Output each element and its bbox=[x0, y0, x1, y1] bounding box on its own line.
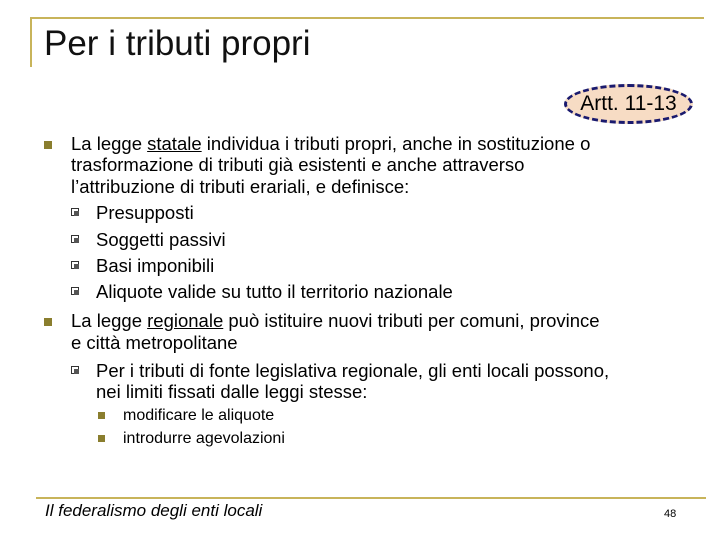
articles-badge bbox=[564, 84, 693, 124]
title-frame-top-border bbox=[30, 17, 704, 19]
articles-badge-label: Artt. 11-13 bbox=[580, 92, 677, 115]
bullet1-subitem: Presupposti bbox=[96, 202, 194, 223]
bullet2-text-post: può istituire nuovi tributi per comuni, province bbox=[223, 310, 600, 331]
checkbox-bullet-icon bbox=[71, 287, 79, 295]
checkbox-bullet-icon bbox=[71, 261, 79, 269]
bullet1-subitem: Soggetti passivi bbox=[96, 229, 226, 250]
bullet1-subitem: Aliquote valide su tutto il territorio nazionale bbox=[96, 281, 453, 302]
bullet-square-icon bbox=[98, 435, 105, 442]
bullet-square-icon bbox=[98, 412, 105, 419]
page-number: 48 bbox=[664, 508, 677, 520]
bullet1-text-post: individua i tributi propri, anche in sostituzione o bbox=[201, 133, 591, 154]
bullet2-nested-item: introdurre agevolazioni bbox=[123, 430, 285, 447]
bullet1-text-pre: La legge bbox=[71, 133, 148, 154]
slide-title: Per i tributi propri bbox=[44, 24, 311, 63]
bullet-square-icon bbox=[44, 141, 52, 149]
bullet1-subitem: Basi imponibili bbox=[96, 255, 215, 276]
footer-text: Il federalismo degli enti locali bbox=[45, 501, 263, 520]
bullet2-line2: e città metropolitane bbox=[71, 332, 238, 353]
bullet1-line2: trasformazione di tributi già esistenti e anche attraverso bbox=[71, 154, 525, 175]
bullet-square-icon bbox=[44, 318, 52, 326]
bullet1-underlined-word: statale bbox=[147, 133, 202, 154]
bullet2-nested-item: modificare le aliquote bbox=[123, 407, 275, 424]
checkbox-bullet-icon bbox=[71, 235, 79, 243]
footer-divider bbox=[36, 497, 706, 499]
bullet2-sub-line1: Per i tributi di fonte legislativa regionale, gli enti locali possono, bbox=[96, 360, 610, 381]
bullet2-text-pre: La legge bbox=[71, 310, 148, 331]
bullet2-sub-line2: nei limiti fissati dalle leggi stesse: bbox=[96, 381, 368, 402]
checkbox-bullet-icon bbox=[71, 208, 79, 216]
title-frame-left-border bbox=[30, 17, 32, 67]
bullet1-line3: l’attribuzione di tributi erariali, e definisce: bbox=[71, 176, 410, 197]
bullet2-underlined-word: regionale bbox=[147, 310, 224, 331]
checkbox-bullet-icon bbox=[71, 366, 79, 374]
